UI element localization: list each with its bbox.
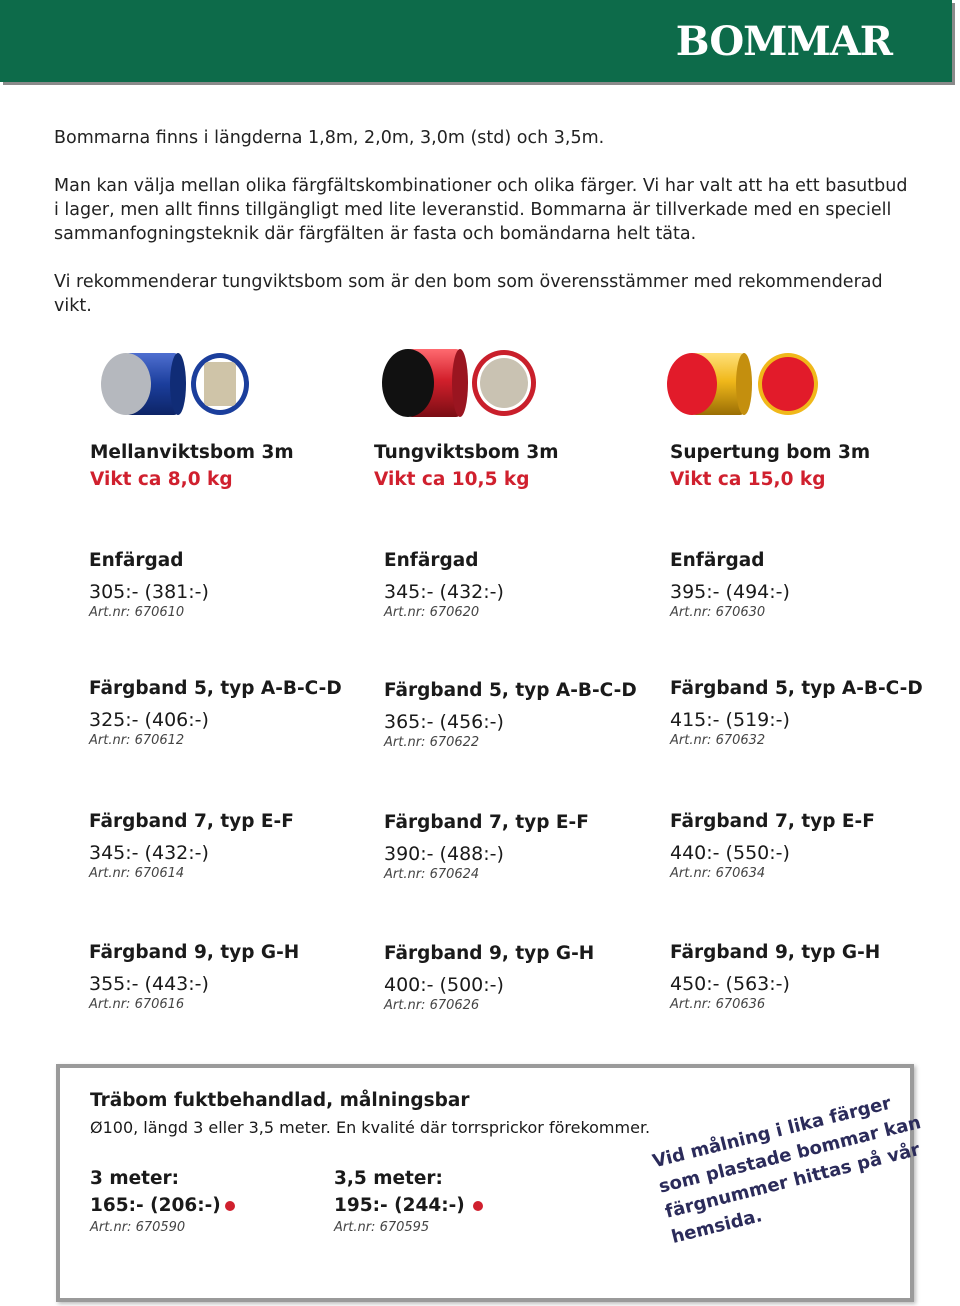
product-weight: Vikt ca 8,0 kg: [90, 469, 233, 490]
option-price-row: [334, 1195, 483, 1216]
article-number: Art.nr: 670614: [89, 866, 185, 881]
option-price: 450:- (563:-): [670, 973, 790, 995]
option-price: 390:- (488:-): [384, 843, 504, 865]
option-label: Enfärgad: [89, 550, 184, 571]
article-number: Art.nr: 670630: [670, 605, 766, 620]
option-price: 355:- (443:-): [89, 973, 209, 995]
product-header-mellanvikt: [90, 442, 360, 490]
option-label: Färgband 7, typ E-F: [89, 811, 294, 832]
option-label: Färgband 7, typ E-F: [670, 811, 875, 832]
intro-lengths: Bommarna finns i längderna 1,8m, 2,0m, 3,0m (std) och 3,5m.: [54, 128, 605, 148]
option-price: 395:- (494:-): [670, 581, 790, 603]
option-price: 415:- (519:-): [670, 709, 790, 731]
wood-title: Träbom fuktbehandlad, målningsbar: [90, 1090, 470, 1111]
option-price: 440:- (550:-): [670, 842, 790, 864]
option-label: Färgband 9, typ G-H: [384, 943, 595, 964]
article-number: Art.nr: 670620: [384, 605, 480, 620]
red-dot-icon: [225, 1201, 235, 1211]
product-weight: Vikt ca 15,0 kg: [670, 469, 826, 490]
article-number: Art.nr: 670622: [384, 735, 480, 750]
option-price: 305:- (381:-): [89, 581, 209, 603]
article-number: Art.nr: 670612: [89, 733, 185, 748]
price-cell: [89, 550, 369, 620]
intro-description: Man kan välja mellan olika färgfältskombinationer och olika färger. Vi har valt att ha ett basutbud i lager, men allt finns tillgängligt med lite leveranstid. Bommarna är tillverkade med en speciell sammanfogningsteknik där färgfälten är fasta och bomändarna helt täta.: [54, 176, 908, 244]
option-price: 325:- (406:-): [89, 709, 209, 731]
product-image-mellanvikt: [100, 350, 260, 420]
price-cell: [384, 680, 664, 750]
option-price-row: [90, 1195, 235, 1216]
option-label: Färgband 9, typ G-H: [89, 942, 300, 963]
option-label: Färgband 5, typ A-B-C-D: [670, 678, 923, 699]
price-cell: [89, 811, 369, 881]
product-image-tungvikt: [380, 346, 540, 422]
price-cell: [670, 550, 950, 620]
option-price: 195:- (244:-): [334, 1195, 465, 1216]
product-header-tungvikt: [374, 442, 644, 490]
price-cell: [384, 812, 664, 882]
article-number: Art.nr: 670624: [384, 867, 480, 882]
red-dot-icon: [473, 1201, 483, 1211]
article-number: Art.nr: 670610: [89, 605, 185, 620]
header-banner: [0, 0, 952, 82]
option-label: Enfärgad: [670, 550, 765, 571]
article-number: Art.nr: 670632: [670, 733, 766, 748]
price-cell: [670, 678, 950, 748]
article-number: Art.nr: 670595: [334, 1220, 430, 1235]
article-number: Art.nr: 670636: [670, 997, 766, 1012]
option-price: 345:- (432:-): [384, 581, 504, 603]
price-cell: [89, 942, 369, 1012]
painting-note: Vid målning i lika färger som plastade bommar kan färgnummer hittas på vår hemsida.: [650, 1092, 923, 1248]
intro-recommendation: Vi rekommenderar tungviktsbom som är den bom som överensstämmer med rekommenderad vikt.: [54, 272, 883, 316]
price-cell: [384, 943, 664, 1013]
option-label: 3,5 meter:: [334, 1168, 443, 1189]
product-name: Supertung bom 3m: [670, 442, 871, 463]
option-price: 345:- (432:-): [89, 842, 209, 864]
page-title: BOMMAR: [675, 18, 892, 65]
price-cell: [670, 942, 950, 1012]
product-name: Mellanviktsbom 3m: [90, 442, 294, 463]
option-label: Färgband 5, typ A-B-C-D: [384, 680, 637, 701]
product-weight: Vikt ca 10,5 kg: [374, 469, 530, 490]
wood-option-35m: [334, 1168, 483, 1235]
article-number: Art.nr: 670626: [384, 998, 480, 1013]
wood-description: Ø100, längd 3 eller 3,5 meter. En kvalité där torrsprickor förekommer.: [90, 1118, 651, 1137]
product-image-supertung: [666, 350, 826, 420]
option-price: 400:- (500:-): [384, 974, 504, 996]
option-label: Färgband 9, typ G-H: [670, 942, 881, 963]
price-cell: [670, 811, 950, 881]
wood-option-3m: [90, 1168, 235, 1235]
price-cell: [384, 550, 664, 620]
option-price: 165:- (206:-): [90, 1195, 221, 1216]
product-header-supertung: [670, 442, 940, 490]
option-label: Färgband 7, typ E-F: [384, 812, 589, 833]
option-price: 365:- (456:-): [384, 711, 504, 733]
article-number: Art.nr: 670590: [90, 1220, 186, 1235]
option-label: 3 meter:: [90, 1168, 180, 1189]
article-number: Art.nr: 670634: [670, 866, 766, 881]
article-number: Art.nr: 670616: [89, 997, 185, 1012]
option-label: Enfärgad: [384, 550, 479, 571]
product-name: Tungviktsbom 3m: [374, 442, 559, 463]
price-cell: [89, 678, 369, 748]
option-label: Färgband 5, typ A-B-C-D: [89, 678, 342, 699]
